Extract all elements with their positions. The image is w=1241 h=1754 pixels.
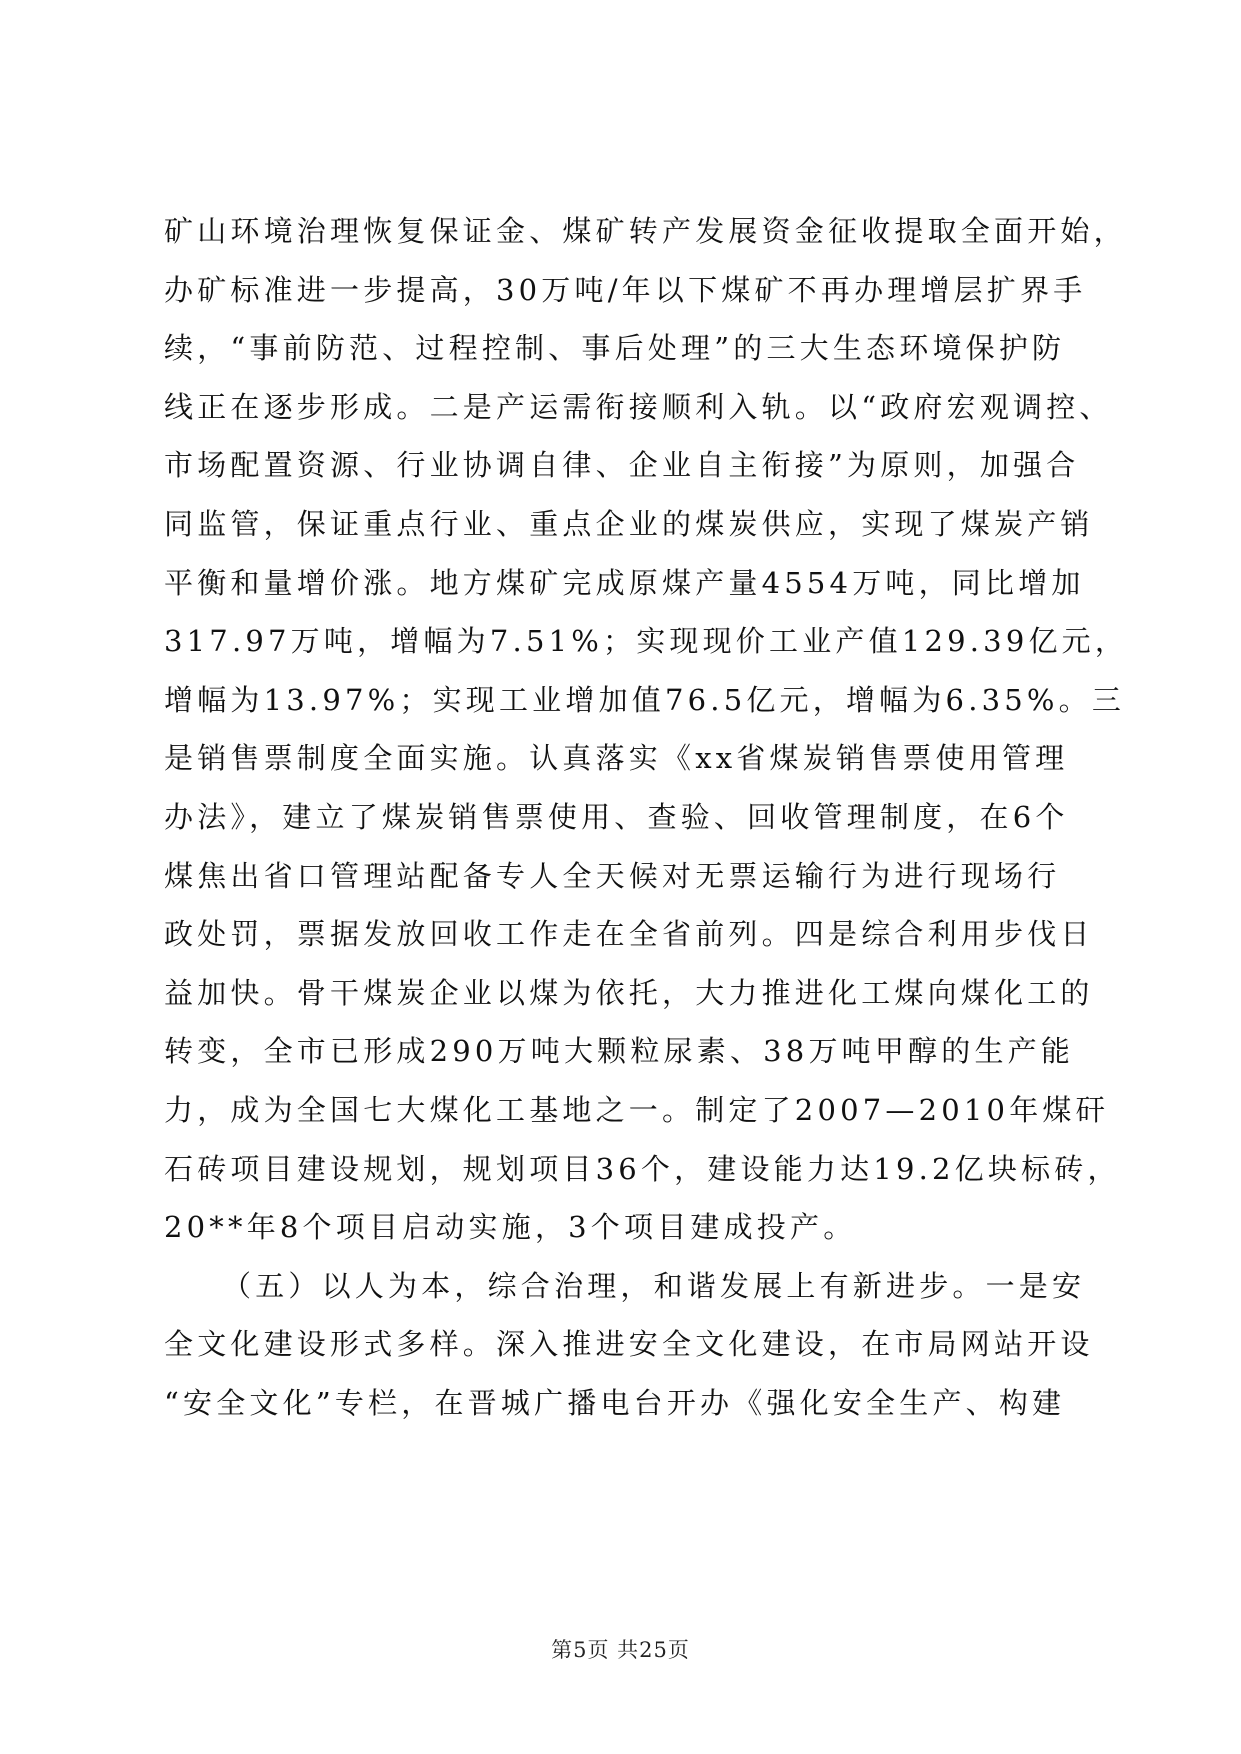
- text-line: 力，成为全国七大煤化工基地之一。制定了2007—2010年煤矸: [164, 1092, 1109, 1127]
- text-line: “安全文化”专栏，在晋城广播电台开办《强化安全生产、构建: [164, 1385, 1066, 1420]
- text-line: 矿山环境治理恢复保证金、煤矿转产发展资金征收提取全面开始，: [164, 214, 1127, 248]
- page-number-label: 第5页 共25页: [551, 1638, 690, 1662]
- text-line: 转变，全市已形成290万吨大颗粒尿素、38万吨甲醇的生产能: [164, 1034, 1075, 1069]
- text-line: 续，“事前防范、过程控制、事后处理”的三大生态环境保护防: [164, 331, 1066, 366]
- text-line: 煤焦出省口管理站配备专人全天候对无票运输行为进行现场行: [164, 858, 1061, 893]
- text-line: 增幅为13.97%；实现工业增加值76.5亿元，增幅为6.35%。三: [164, 682, 1126, 717]
- page-footer: [0, 1634, 1241, 1664]
- text-line: 石砖项目建设规划，规划项目36个，建设能力达19.2亿块标砖，: [164, 1151, 1121, 1186]
- text-line: 政处罚，票据发放回收工作走在全省前列。四是综合利用步伐日: [164, 917, 1094, 952]
- text-line: 317.97万吨，增幅为7.51%；实现现价工业产值129.39亿元，: [164, 624, 1129, 659]
- text-line: 线正在逐步形成。二是产运需衔接顺利入轨。以“政府宏观调控、: [164, 389, 1113, 424]
- text-line: 市场配置资源、行业协调自律、企业自主衔接”为原则，加强合: [164, 448, 1080, 483]
- text-line: 同监管，保证重点行业、重点企业的煤炭供应，实现了煤炭产销: [164, 506, 1094, 541]
- text-line: 全文化建设形式多样。深入推进安全文化建设，在市局网站开设: [164, 1327, 1094, 1362]
- text-line: 益加快。骨干煤炭企业以煤为依托，大力推进化工煤向煤化工的: [164, 975, 1094, 1010]
- text-line: 平衡和量增价涨。地方煤矿完成原煤产量4554万吨，同比增加: [164, 565, 1085, 600]
- text-line: 是销售票制度全面实施。认真落实《xx省煤炭销售票使用管理: [164, 741, 1069, 776]
- text-line: 办法》，建立了煤炭销售票使用、查验、回收管理制度，在6个: [164, 799, 1069, 834]
- body-text: [164, 202, 1129, 1432]
- text-line: 20**年8个项目启动实施，3个项目建成投产。: [164, 1210, 857, 1245]
- text-line: 办矿标准进一步提高，30万吨/年以下煤矿不再办理增层扩界手: [164, 272, 1087, 307]
- paragraph-start-line: （五）以人为本，综合治理，和谐发展上有新进步。一是安: [222, 1268, 1086, 1303]
